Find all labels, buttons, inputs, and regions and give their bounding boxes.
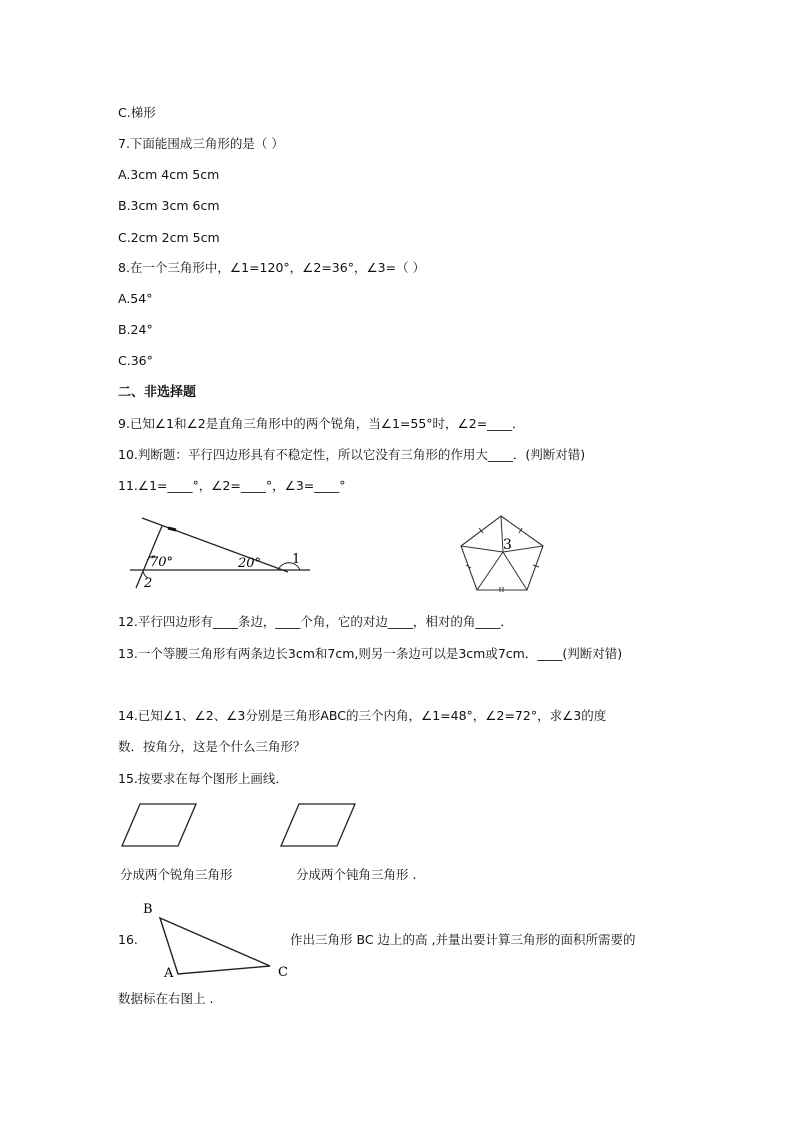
figure-16-triangle	[138, 898, 298, 982]
option-7a: A.3cm 4cm 5cm	[118, 167, 220, 182]
option-8c: C.36°	[118, 353, 153, 368]
angle-70-label: 70°	[150, 555, 174, 570]
question-12: 12.平行四边形有____条边，____个角，它的对边____，相对的角____．	[118, 614, 513, 629]
caption-obtuse-triangles: 分成两个钝角三角形 .	[296, 867, 417, 882]
vertex-b-label: B	[143, 902, 153, 917]
vertex-c-label: C	[278, 965, 288, 980]
option-c-trapezoid: C.梯形	[118, 105, 156, 120]
option-8b: B.24°	[118, 322, 153, 337]
option-8a: A.54°	[118, 291, 153, 306]
option-7b: B.3cm 3cm 6cm	[118, 198, 220, 213]
question-9: 9.已知∠1和∠2是直角三角形中的两个锐角，当∠1=55°时，∠2=____．	[118, 416, 525, 431]
question-13: 13.一个等腰三角形有两条边长3cm和7cm,则另一条边可以是3cm或7cm．____(判断对错)	[118, 646, 623, 661]
angle-20-label: 20°	[238, 556, 262, 571]
figure-11-pentagon	[455, 512, 545, 592]
question-14-line-2: 数．按角分，这是个什么三角形？	[118, 739, 306, 754]
section-heading: 二、非选择题	[118, 385, 197, 400]
angle-2-label: 2	[144, 576, 153, 590]
figure-11-angles	[128, 510, 313, 590]
question-16-text: 作出三角形 BC 边上的高 ,并量出要计算三角形的面积所需要的	[290, 932, 636, 947]
question-16-tail: 数据标在右图上 .	[118, 991, 214, 1006]
question-14-line-1: 14.已知∠1、∠2、∠3分别是三角形ABC的三个内角，∠1=48°，∠2=72°，求∠3的度	[118, 708, 607, 723]
vertex-a-label: A	[164, 966, 174, 981]
question-15: 15.按要求在每个图形上画线．	[118, 771, 288, 786]
angle-3-label: 3	[503, 537, 512, 553]
question-16-number: 16.	[118, 932, 138, 947]
question-11: 11.∠1=____°，∠2=____°，∠3=____°	[118, 478, 346, 493]
angle-1-label: 1	[292, 552, 301, 567]
caption-acute-triangles: 分成两个锐角三角形	[120, 867, 233, 882]
question-8: 8.在一个三角形中，∠1=120°，∠2=36°，∠3=（ ）	[118, 260, 426, 275]
parallelogram-left	[120, 802, 200, 848]
question-7: 7.下面能围成三角形的是（ ）	[118, 136, 284, 151]
option-7c: C.2cm 2cm 5cm	[118, 230, 220, 245]
parallelogram-right	[279, 802, 359, 848]
question-10: 10.判断题：平行四边形具有不稳定性，所以它没有三角形的作用大____．(判断对错)	[118, 447, 586, 462]
